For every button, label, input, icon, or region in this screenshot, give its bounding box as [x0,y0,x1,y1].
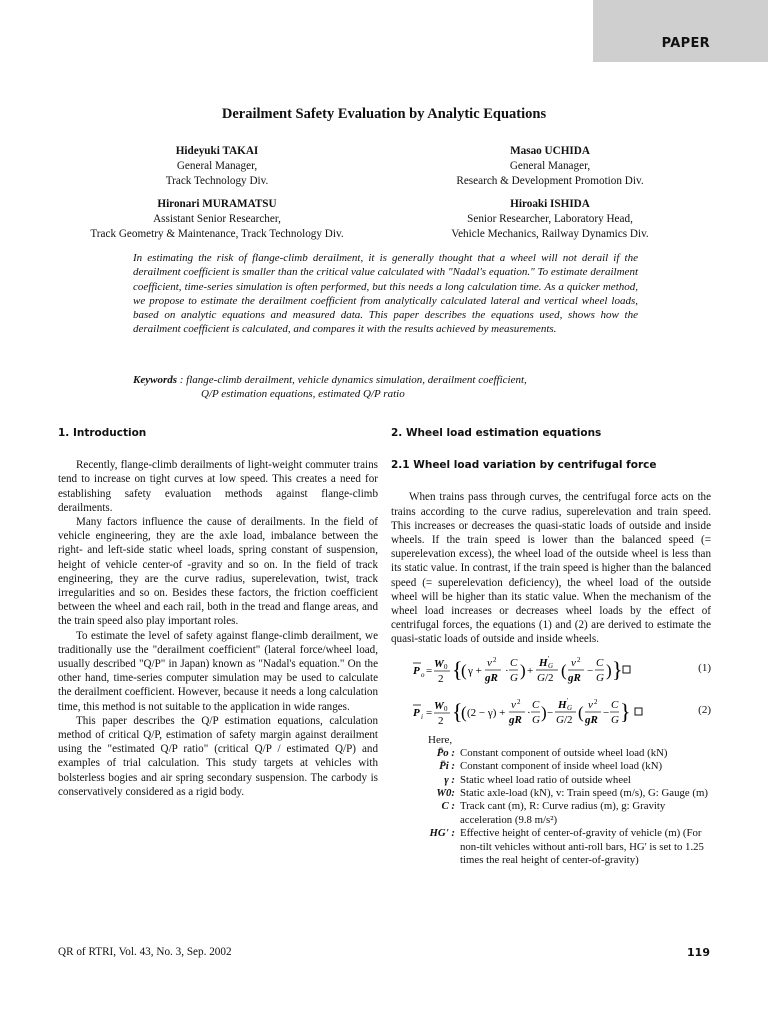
svg-text:(2 − γ) +: (2 − γ) + [467,706,506,719]
svg-text:v: v [571,656,576,669]
svg-text:P: P [413,706,420,719]
here-label: Here, [428,733,453,746]
svg-text:−: − [547,706,554,719]
keywords [133,373,653,402]
svg-text:gR: gR [509,713,522,726]
definition-text: Effective height of center-of-gravity of vehicle (m) (For non-tilt vehicles without anti-roll bars, HG' is set to 1.25 times the real height of center-of-gravity) [460,827,704,867]
svg-text:G: G [510,671,518,684]
abstract: In estimating the risk of flange-climb derailment, it is generally thought that a wheel will not derail if the derailment coefficient is smaller than the critical value calculated with "Nadal's equation." To estimate derailment coefficient, time-series simulation is often performed, but this needs a long calculation time. As a quicker method, we propose to estimate the derailment coefficient from analytically calculated lateral and vertical wheel loads, based on analytic equations and measured data. This paper describes the equations used, shows how the derailment coefficient is calculated, and compares it with the results achieved by measurements. [133,252,638,336]
svg-text:): ) [606,660,612,680]
definition-symbol: P̄i : [439,760,455,773]
author-name: Hideyuki TAKAI [175,145,259,157]
author-affiliation: Research & Development Promotion Div. [456,175,644,187]
svg-text:−: − [587,664,594,677]
author-name: Hiroaki ISHIDA [510,198,590,210]
definition-item [421,787,711,800]
equation-2-formula [413,693,643,731]
svg-text:G: G [596,671,604,684]
equation-1-formula [413,651,643,689]
author-name: Hironari MURAMATSU [157,198,277,210]
right-column [391,426,711,868]
svg-text:i: i [421,712,423,721]
svg-text:): ) [541,702,547,722]
page-number: 119 [687,946,710,959]
svg-text:C: C [596,656,604,669]
svg-text:v: v [588,698,593,711]
svg-text:·: · [505,664,509,677]
svg-text:P: P [413,664,420,677]
svg-text:−: − [603,706,610,719]
svg-text:': ' [567,696,569,705]
paper-tab [593,0,768,62]
svg-text:(: ( [561,660,567,680]
svg-text:·: · [527,706,531,719]
definition-text: Track cant (m), R: Curve radius (m), g: Gravity acceleration (9.8 m/s²) [460,800,666,826]
paragraph: To estimate the level of safety against flange-climb derailment, we traditionally use the "derailment coefficient" (lateral force/wheel load, usually described "Q/P" in Japan) known as "Nadal's equation." On the other hand, time-series computer simulation may be used to calculate the derailment coefficient. However, because it needs a long calculation time, this method is not suitable to the application in wide ranges. [58,629,378,713]
definition-text: Constant component of inside wheel load (kN) [460,760,663,773]
author-3 [47,197,387,242]
svg-text:gR: gR [485,671,498,684]
svg-text:o: o [421,670,425,679]
author-2 [380,144,720,189]
svg-text:{: { [452,656,463,682]
svg-text:G: G [556,713,564,726]
definition-item [421,800,711,827]
svg-text:H: H [539,656,548,669]
svg-text:2: 2 [438,714,444,727]
svg-text:2: 2 [594,697,598,706]
svg-text:G: G [532,713,540,726]
paragraph: Recently, flange-climb derailments of light-weight commuter trains tend to increase on tight curves at low speed. This creates a need for establishing safety evaluation methods against flange-climb derailments. [58,459,378,514]
keywords-label: Keywords [133,374,177,386]
svg-text:(: ( [461,702,467,722]
equation-2 [391,693,711,731]
svg-text:0: 0 [444,662,448,671]
definitions-list [421,747,711,868]
equation-1 [391,651,711,689]
author-1 [47,144,387,189]
definition-item [421,747,711,760]
author-affiliation: Senior Researcher, Laboratory Head, [467,213,633,225]
paper-title: Derailment Safety Evaluation by Analytic Equations [221,106,547,122]
definition-item [421,760,711,773]
svg-text:(: ( [461,660,467,680]
svg-text:0: 0 [444,704,448,713]
equation-2-number: (2) [698,703,711,716]
author-affiliation: Track Geometry & Maintenance, Track Technology Div. [90,228,344,240]
svg-text:+: + [527,664,534,677]
svg-text:{: { [452,698,463,724]
svg-text:C: C [510,656,518,669]
svg-text:/2: /2 [545,671,554,684]
svg-text:G: G [548,661,554,670]
svg-text:}: } [620,698,631,724]
svg-text:v: v [487,656,492,669]
svg-text:': ' [548,654,550,663]
svg-text:C: C [532,698,540,711]
svg-text:W: W [434,699,444,712]
svg-text:v: v [511,698,516,711]
definition-text: Static axle-load (kN), v: Train speed (m/s), G: Gauge (m) [460,787,708,800]
author-affiliation: General Manager, [509,160,591,172]
definition-text: Constant component of outside wheel load (kN) [460,746,668,759]
author-affiliation: General Manager, [176,160,258,172]
definition-text: Static wheel load ratio of outside wheel [460,773,631,786]
section-1-heading: 1. Introduction [58,427,147,439]
svg-text:2: 2 [517,697,521,706]
author-affiliation: Vehicle Mechanics, Railway Dynamics Div. [451,228,649,240]
definition-symbol: γ : [444,773,455,786]
svg-text:=: = [426,664,433,677]
svg-text:2: 2 [493,655,497,664]
journal-citation: QR of RTRI, Vol. 43, No. 3, Sep. 2002 [58,946,232,958]
author-name: Masao UCHIDA [510,145,590,157]
definition-item [421,774,711,787]
author-4 [380,197,720,242]
svg-text:2: 2 [438,672,444,685]
paragraph: Many factors influence the cause of derailments. In the field of vehicle engineering, they are the axle load, imbalance between the right- and left-side static wheel loads, spring constant of suspension, height of vehicle center-of -gravity and so on. In the field of track engineering, they are the curve radius, superelevation, twist, track irregularities and so on. Besides these factors, the friction coefficient between the wheel and each rail, both in the tread and flange areas, and the train speed also play important roles. [58,516,378,628]
equation-1-number: (1) [698,661,711,674]
svg-text:W: W [434,657,444,670]
author-affiliation: Assistant Senior Researcher, [153,213,281,225]
definition-symbol: C : [441,800,455,813]
svg-text:γ +: γ + [468,664,482,677]
svg-text:G: G [567,703,573,712]
svg-text:gR: gR [568,671,581,684]
keywords-line-2: Q/P estimation equations, estimated Q/P ratio [201,388,405,401]
paper-label: PAPER [661,36,710,51]
svg-text:G: G [537,671,545,684]
svg-text:): ) [520,660,526,680]
svg-text:(: ( [578,702,584,722]
svg-text:H: H [558,698,567,711]
left-column [58,426,378,799]
definition-symbol: HG' : [429,827,455,840]
svg-text:G: G [611,713,619,726]
paragraph: When trains pass through curves, the centrifugal force acts on the trains according to the curve radius, superelevation and train speed. This increases or decreases the quasi-static loads of outside and inside wheels. If the train speed is lower than the balanced speed (= superelevation excess), the wheel load of the outside wheel is less than its static value. In contrast, if the train speed is higher than the balanced speed (= superelevation deficiency), the wheel load of the outside wheel will be higher than its static value. When the mechanism of the wheel load increases or decreases wheel loads by the effect of centrifugal forces, the equations (1) and (2) are derived to estimate the quasi-static loads of outside and inside wheels. [391,491,711,646]
paragraph: This paper describes the Q/P estimation equations, calculation method of critical Q/P, estimation of safety margin against derailment using the "estimated Q/P ratio" (critical Q/P / estimated Q/P) and examples of trial calculation. This study targets at vehicles with bolsterless bogies and air spring secondary suspension. The carbody is conservatively considered as a rigid body. [58,714,378,798]
definition-item [421,827,711,867]
svg-text:C: C [611,698,619,711]
keywords-line-1: : flange-climb derailment, vehicle dynamics simulation, derailment coefficient, [179,374,527,386]
definition-symbol: W0: [436,787,455,800]
svg-text:2: 2 [577,655,581,664]
section-2-heading: 2. Wheel load estimation equations [391,427,602,439]
author-affiliation: Track Technology Div. [165,175,269,187]
svg-text:}: } [612,656,623,682]
svg-text:=: = [426,706,433,719]
subsection-2-1-heading: 2.1 Wheel load variation by centrifugal force [391,459,657,472]
svg-text:/2: /2 [564,713,573,726]
svg-text:gR: gR [585,713,598,726]
definition-symbol: P̄o : [436,746,455,759]
